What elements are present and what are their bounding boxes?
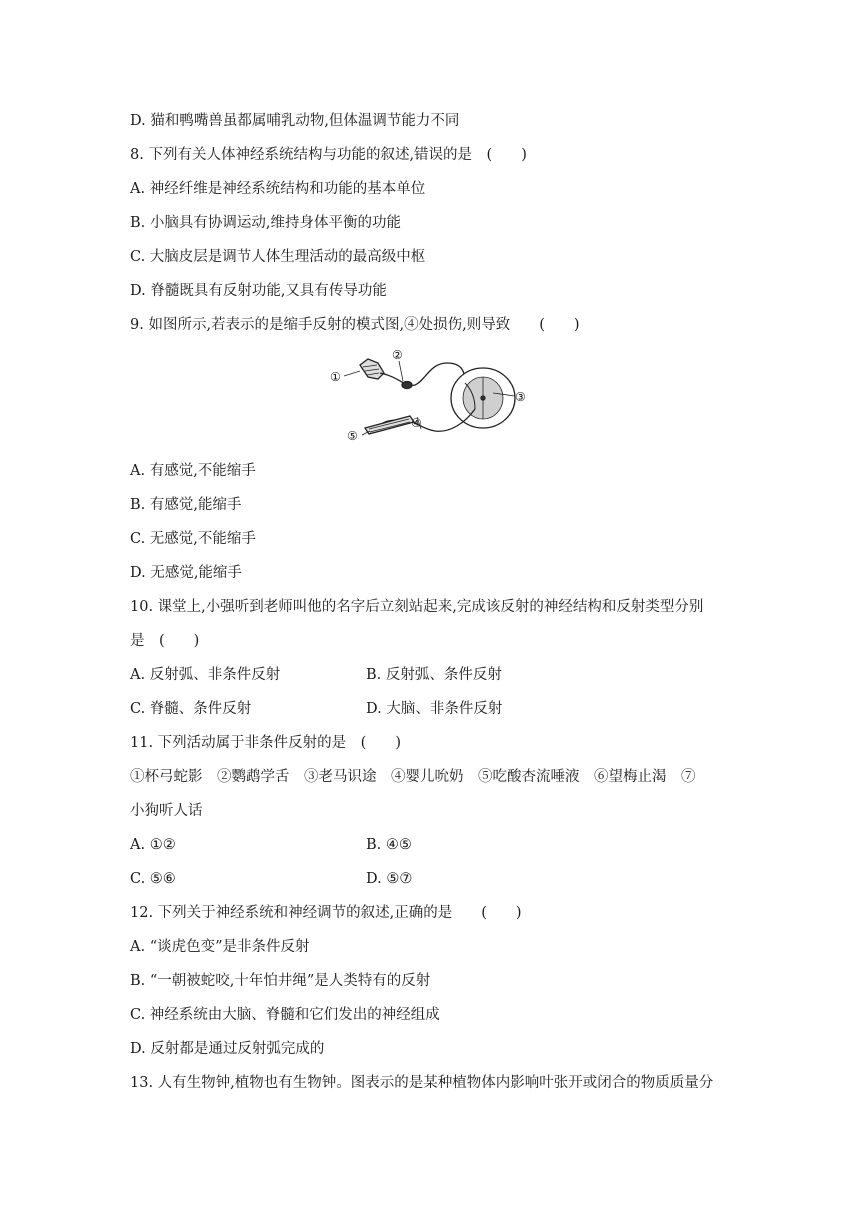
question-12-option-a: A. “谈虎色变”是非条件反射 xyxy=(130,939,310,955)
question-11-stem: 11. 下列活动属于非条件反射的是 ( ) xyxy=(130,735,401,751)
question-10-option-a: A. 反射弧、非条件反射 xyxy=(130,667,281,683)
question-10-stem: 10. 课堂上,小强听到老师叫他的名字后立刻站起来,完成该反射的神经结构和反射类型分别 xyxy=(130,599,704,615)
question-8-option-b: B. 小脑具有协调运动,维持身体平衡的功能 xyxy=(130,215,401,231)
question-12-stem: 12. 下列关于神经系统和神经调节的叙述,正确的是 ( ) xyxy=(130,905,522,921)
question-12-option-b: B. “一朝被蛇咬,十年怕井绳”是人类特有的反射 xyxy=(130,973,431,989)
receptor-skin xyxy=(360,359,384,379)
question-10-option-d: D. 大脑、非条件反射 xyxy=(366,701,503,717)
question-9-stem: 9. 如图所示,若表示的是缩手反射的模式图,④处损伤,则导致 ( ) xyxy=(130,317,580,333)
label-4: ④ xyxy=(411,416,422,430)
question-9-option-b: B. 有感觉,能缩手 xyxy=(130,497,242,513)
sensory-neuron xyxy=(380,363,465,386)
question-11-option-d: D. ⑤⑦ xyxy=(366,871,413,887)
question-8-option-c: C. 大脑皮层是调节人体生理活动的最高级中枢 xyxy=(130,249,426,265)
question-10-stem-cont: 是 ( ) xyxy=(130,633,200,649)
spinal-cord xyxy=(451,368,515,428)
label-5: ⑤ xyxy=(347,429,358,443)
question-11-items-cont: 小狗听人话 xyxy=(130,803,203,819)
question-11-option-c: C. ⑤⑥ xyxy=(130,871,176,887)
question-8-option-a: A. 神经纤维是神经系统结构和功能的基本单位 xyxy=(130,181,426,197)
question-13-stem: 13. 人有生物钟,植物也有生物钟。图表示的是某种植物体内影响叶张开或闭合的物质质量分 xyxy=(130,1075,714,1091)
label-1: ① xyxy=(330,370,341,384)
question-9-option-a: A. 有感觉,不能缩手 xyxy=(130,463,256,479)
question-9-option-d: D. 无感觉,能缩手 xyxy=(130,565,242,581)
question-11-option-a: A. ①② xyxy=(130,837,176,853)
question-9-option-c: C. 无感觉,不能缩手 xyxy=(130,531,256,547)
line-d-cat-platypus: D. 猫和鸭嘴兽虽都属哺乳动物,但体温调节能力不同 xyxy=(130,113,460,129)
question-8-option-d: D. 脊髓既具有反射功能,又具有传导功能 xyxy=(130,283,387,299)
question-10-option-b: B. 反射弧、条件反射 xyxy=(366,667,502,683)
effector-muscle xyxy=(365,416,414,434)
question-11-option-b: B. ④⑤ xyxy=(366,837,412,853)
label-2: ② xyxy=(392,348,403,362)
question-12-option-d: D. 反射都是通过反射弧完成的 xyxy=(130,1041,325,1057)
question-12-option-c: C. 神经系统由大脑、脊髓和它们发出的神经组成 xyxy=(130,1007,440,1023)
reflex-arc-figure xyxy=(325,343,530,448)
question-8-stem: 8. 下列有关人体神经系统结构与功能的叙述,错误的是 ( ) xyxy=(130,147,527,163)
question-10-option-c: C. 脊髓、条件反射 xyxy=(130,701,252,717)
label-3: ③ xyxy=(515,390,526,404)
question-11-items: ①杯弓蛇影 ②鹦鹉学舌 ③老马识途 ④婴儿吮奶 ⑤吃酸杏流唾液 ⑥望梅止渴 ⑦ xyxy=(130,769,696,785)
